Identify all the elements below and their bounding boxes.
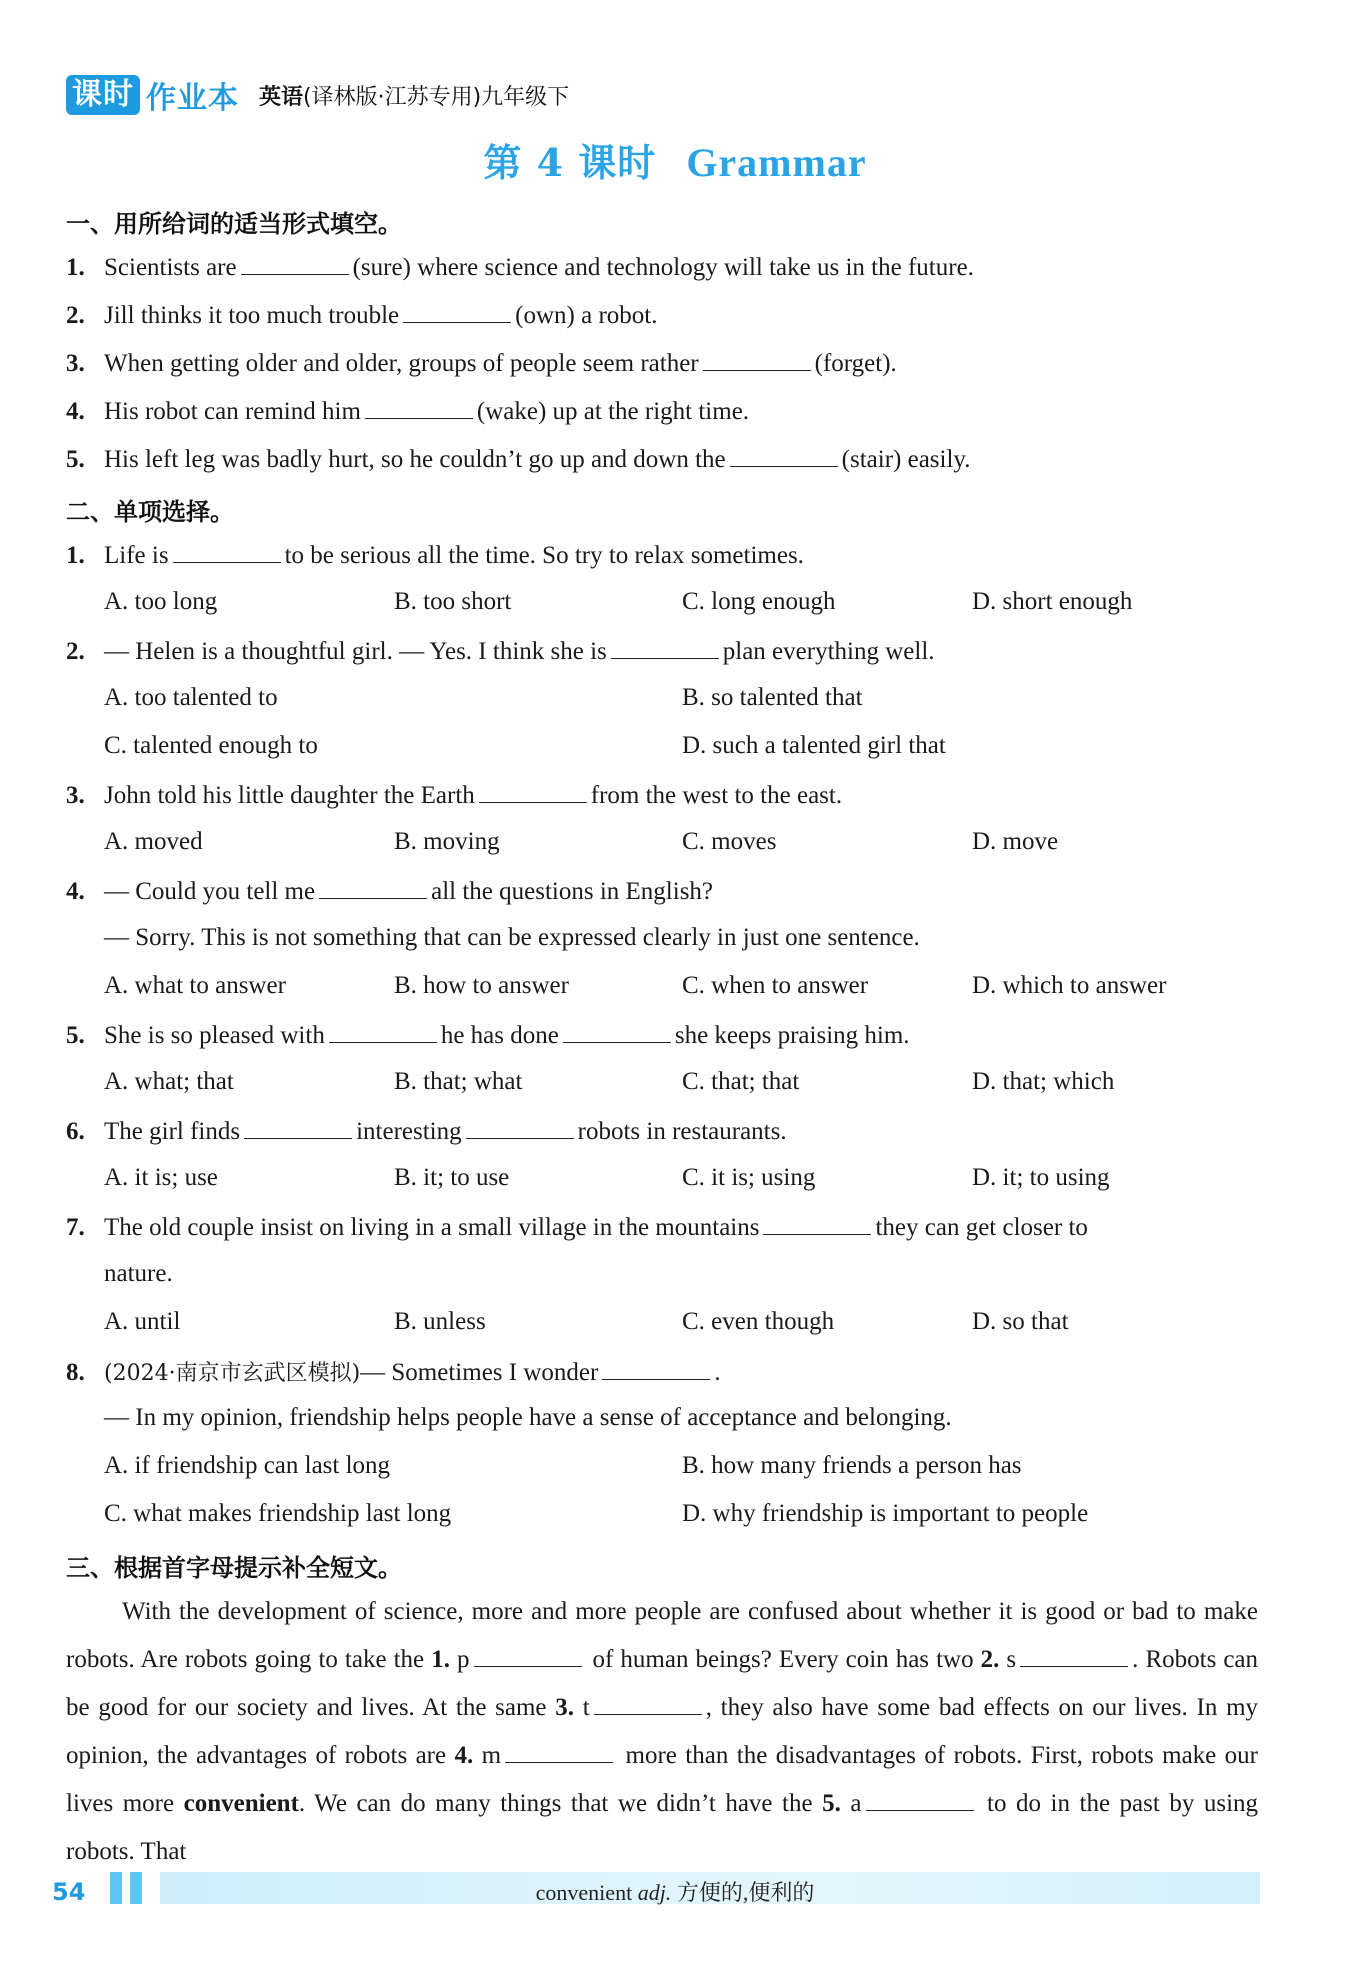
option-d[interactable]: D. short enough xyxy=(972,588,1133,615)
mc-question-7-cont: nature. xyxy=(104,1260,173,1287)
mc-question-3: 3. John told his little daughter the Earth from the west to the east. xyxy=(66,782,843,809)
answer-blank[interactable] xyxy=(479,780,587,803)
answer-blank[interactable] xyxy=(1020,1644,1128,1667)
footer-gloss: convenient adj. 方便的,便利的 xyxy=(535,1880,815,1905)
answer-blank[interactable] xyxy=(602,1357,710,1380)
mc-question-2: 2. — Helen is a thoughtful girl. — Yes. I think she is plan everything well. xyxy=(66,638,935,665)
option-b[interactable]: B. how to answer xyxy=(394,972,569,999)
brand-logo-box: 课时 xyxy=(66,75,140,115)
option-d[interactable]: D. that; which xyxy=(972,1068,1115,1095)
section-heading-2: 二、单项选择。 xyxy=(66,498,234,526)
option-c[interactable]: C. even though xyxy=(682,1308,835,1335)
option-d[interactable]: D. it; to using xyxy=(972,1164,1110,1191)
answer-blank[interactable] xyxy=(594,1692,702,1715)
mc-question-7: 7. The old couple insist on living in a small village in the mountains they can get closer to xyxy=(66,1214,1088,1241)
answer-blank[interactable] xyxy=(365,396,473,419)
mc-question-8-reply: — In my opinion, friendship helps people have a sense of acceptance and belonging. xyxy=(104,1404,952,1431)
option-d[interactable]: D. such a talented girl that xyxy=(682,732,946,759)
option-c[interactable]: C. it is; using xyxy=(682,1164,816,1191)
option-c[interactable]: C. what makes friendship last long xyxy=(104,1500,452,1527)
answer-blank[interactable] xyxy=(611,636,719,659)
answer-blank[interactable] xyxy=(563,1020,671,1043)
answer-blank[interactable] xyxy=(403,300,511,323)
option-d[interactable]: D. which to answer xyxy=(972,972,1167,999)
page-number: 54 xyxy=(52,1878,86,1906)
option-a[interactable]: A. moved xyxy=(104,828,203,855)
option-a[interactable]: A. until xyxy=(104,1308,181,1335)
glossed-word: convenient xyxy=(183,1790,299,1817)
mc-question-8: 8. (2024·南京市玄武区模拟)— Sometimes I wonder . xyxy=(66,1359,721,1386)
option-b[interactable]: B. how many friends a person has xyxy=(682,1452,1022,1479)
answer-blank[interactable] xyxy=(505,1740,613,1763)
answer-blank[interactable] xyxy=(763,1212,871,1235)
option-d[interactable]: D. so that xyxy=(972,1308,1069,1335)
option-c[interactable]: C. long enough xyxy=(682,588,836,615)
fill-item-1: 1. Scientists are (sure) where science and technology will take us in the future. xyxy=(66,254,974,281)
option-a[interactable]: A. if friendship can last long xyxy=(104,1452,391,1479)
option-a[interactable]: A. what to answer xyxy=(104,972,286,999)
mc-question-1: 1. Life is to be serious all the time. So try to relax sometimes. xyxy=(66,542,804,569)
answer-blank[interactable] xyxy=(474,1644,582,1667)
brand-logo-text: 作业本 xyxy=(146,81,239,116)
answer-blank[interactable] xyxy=(866,1788,974,1811)
option-d[interactable]: D. why friendship is important to people xyxy=(682,1500,1089,1527)
answer-blank[interactable] xyxy=(466,1116,574,1139)
option-d[interactable]: D. move xyxy=(972,828,1059,855)
fill-item-2: 2. Jill thinks it too much trouble (own) a robot. xyxy=(66,302,658,329)
option-c[interactable]: C. talented enough to xyxy=(104,732,318,759)
mc-question-5: 5. She is so pleased with he has done she keeps praising him. xyxy=(66,1022,910,1049)
answer-blank[interactable] xyxy=(329,1020,437,1043)
option-b[interactable]: B. unless xyxy=(394,1308,486,1335)
section-heading-1: 一、用所给词的适当形式填空。 xyxy=(66,210,402,238)
page-title: 第 4 课时 Grammar xyxy=(483,140,867,185)
answer-blank[interactable] xyxy=(319,876,427,899)
subject-label: 英语(译林版·江苏专用)九年级下 xyxy=(259,84,570,110)
mc-question-6: 6. The girl finds interesting robots in restaurants. xyxy=(66,1118,787,1145)
option-a[interactable]: A. too talented to xyxy=(104,684,278,711)
mc-question-4-reply: — Sorry. This is not something that can be expressed clearly in just one sentence. xyxy=(104,924,920,951)
option-a[interactable]: A. too long xyxy=(104,588,218,615)
option-b[interactable]: B. so talented that xyxy=(682,684,863,711)
answer-blank[interactable] xyxy=(244,1116,352,1139)
option-c[interactable]: C. moves xyxy=(682,828,777,855)
option-c[interactable]: C. when to answer xyxy=(682,972,869,999)
option-a[interactable]: A. it is; use xyxy=(104,1164,218,1191)
fill-item-5: 5. His left leg was badly hurt, so he couldn’t go up and down the (stair) easily. xyxy=(66,446,971,473)
option-c[interactable]: C. that; that xyxy=(682,1068,800,1095)
answer-blank[interactable] xyxy=(173,540,281,563)
mc-question-4: 4. — Could you tell me all the questions in English? xyxy=(66,878,714,905)
answer-blank[interactable] xyxy=(241,252,349,275)
source-tag: (2024·南京市玄武区模拟) xyxy=(104,1361,361,1386)
fill-item-3: 3. When getting older and older, groups of people seem rather (forget). xyxy=(66,350,897,377)
cloze-passage: With the development of science, more and more people are confused about whether it is good or bad to make robots. Are robots going to take the 1. p of human beings? Every coin has two 2. s . Robots can be good for our society and lives. At the same 3. t , they also have some bad effects on our lives. In my opinion, the advantages of robots are 4. m more than the disadvantages of robots. First, robots make our lives more convenient. We can do many things that we didn’t have the 5. a to do in the past by using robots. That xyxy=(66,1598,1259,1865)
answer-blank[interactable] xyxy=(730,444,838,467)
option-a[interactable]: A. what; that xyxy=(104,1068,234,1095)
option-b[interactable]: B. it; to use xyxy=(394,1164,510,1191)
option-b[interactable]: B. too short xyxy=(394,588,512,615)
option-b[interactable]: B. that; what xyxy=(394,1068,523,1095)
answer-blank[interactable] xyxy=(703,348,811,371)
header xyxy=(66,72,569,118)
section-heading-3: 三、根据首字母提示补全短文。 xyxy=(66,1554,402,1582)
option-b[interactable]: B. moving xyxy=(394,828,500,855)
fill-item-4: 4. His robot can remind him (wake) up at the right time. xyxy=(66,398,750,425)
